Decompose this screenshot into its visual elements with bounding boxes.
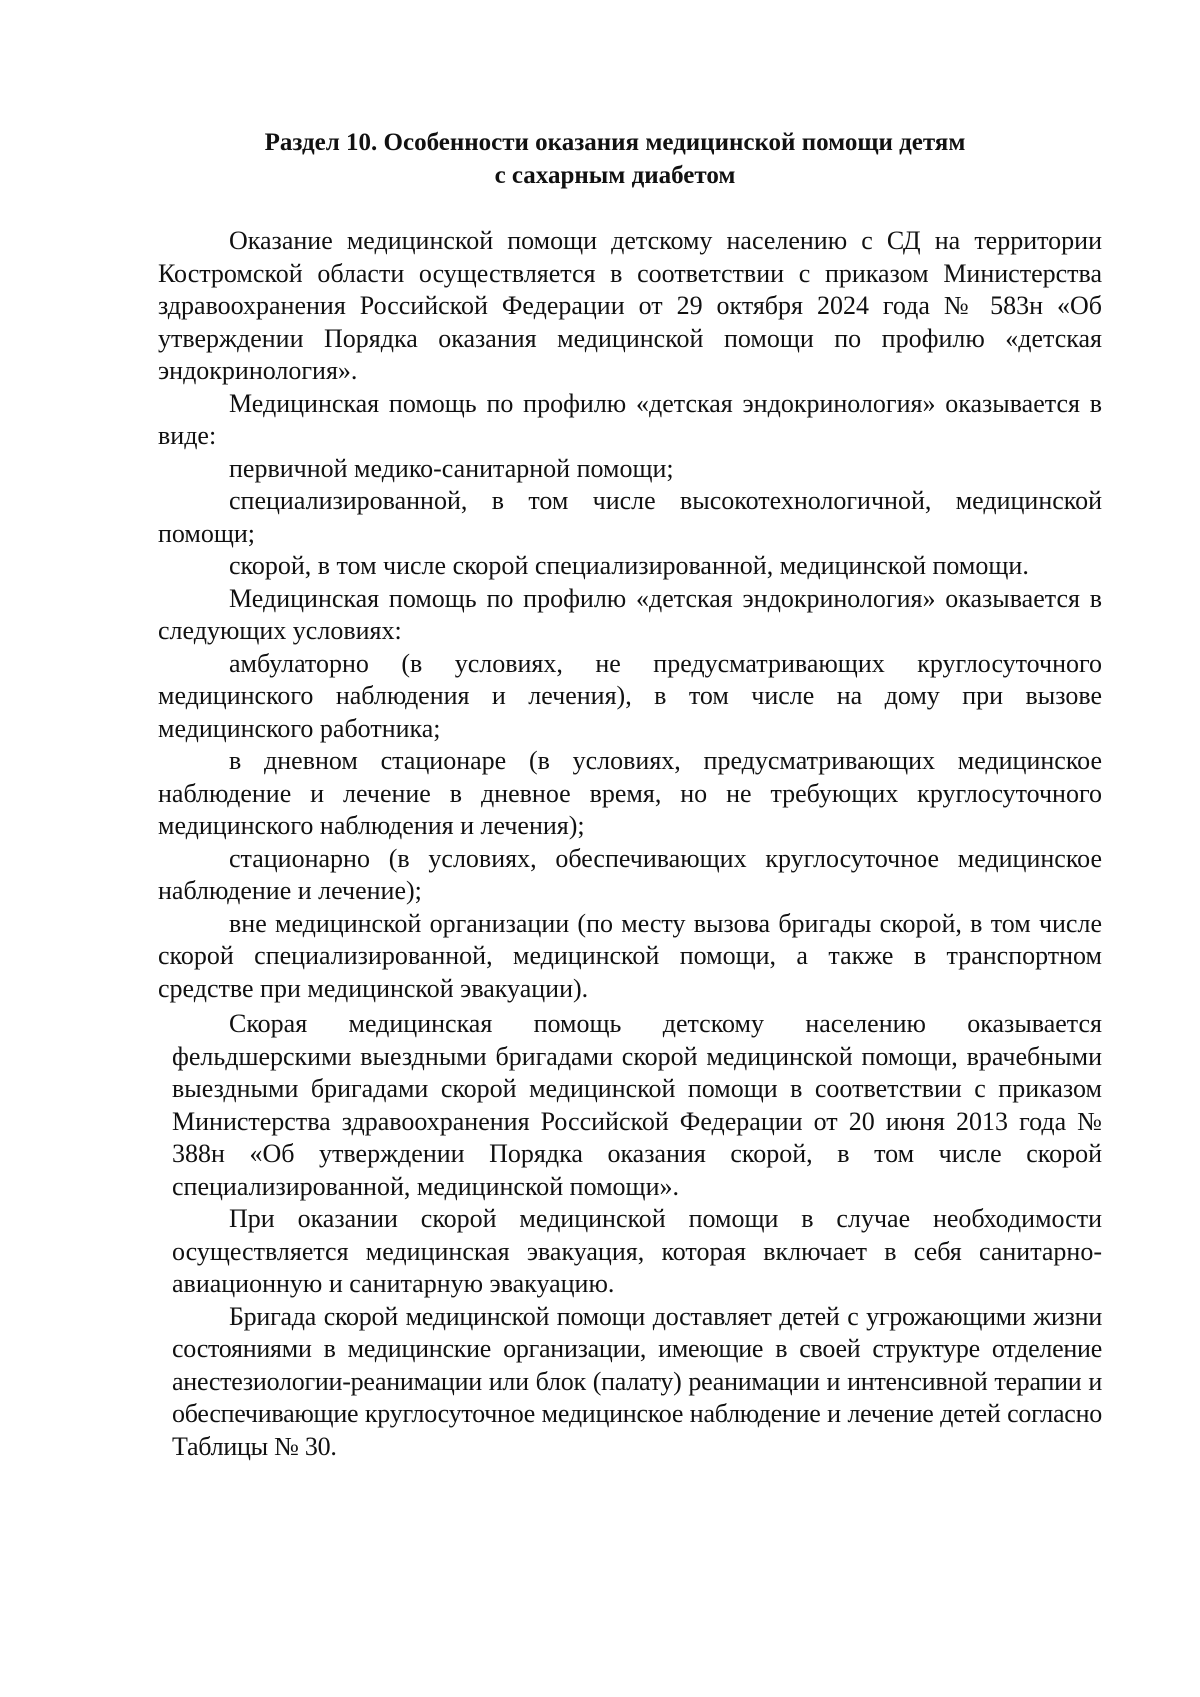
paragraph-delivery-to-hospitals: Бригада скорой медицинской помощи доставляет детей с угрожающими жизни состояниями в медицинские организации, имеющие в своей структуре отделение анестезиологии-реанимации или блок (палату) реанимации и интенсивной терапии и обеспечивающие круглосуточное медицинское наблюдение и лечение детей согласно Таблицы № 30. [172,1301,1102,1461]
section-heading-line-1: Раздел 10. Особенности оказания медицинской помощи детям [264,129,966,156]
paragraph-ambulance-teams: Скорая медицинская помощь детскому населению оказывается фельдшерскими выездными бригадами скорой медицинской помощи, врачебными выездными бригадами скорой медицинской помощи в соответствии с приказом Министерства здравоохранения Российской Федерации от 20 июня 2013 года № 388н «Об утверждении Порядка оказания скорой, в том числе скорой специализированной, медицинской помощи». [172,1009,1102,1201]
body-text-part-2 [172,1008,1102,1463]
paragraph-outside-organization: вне медицинской организации (по месту вызова бригады скорой, в том числе скорой специализированной, медицинской помощи, а также в транспортном средстве при медицинской эвакуации). [158,908,1102,1003]
paragraph-legal-basis: Оказание медицинской помощи детскому населению с СД на территории Костромской области осуществляется в соответствии с приказом Министерства здравоохранения Российской Федерации от 29 октября 2024 года № 583н «Об утверждении Порядка оказания медицинской помощи по профилю «детская эндокринология». [158,226,1102,385]
section-heading [160,126,1070,192]
paragraph-medical-evacuation: При оказании скорой медицинской помощи в случае необходимости осуществляется медицинская эвакуация, которая включает в себя санитарно-авиационную и санитарную эвакуацию. [172,1204,1102,1298]
paragraph-inpatient: стационарно (в условиях, обеспечивающих круглосуточное медицинское наблюдение и лечение); [158,843,1102,905]
paragraph-conditions-intro: Медицинская помощь по профилю «детская эндокринология» оказывается в следующих условиях: [158,583,1102,645]
paragraph-outpatient: амбулаторно (в условиях, не предусматривающих круглосуточного медицинского наблюдения и лечения), в том числе на дому при вызове медицинского работника; [158,648,1102,743]
paragraph-emergency-care: скорой, в том числе скорой специализированной, медицинской помощи. [229,551,1029,580]
paragraph-day-hospital: в дневном стационаре (в условиях, предусматривающих медицинское наблюдение и лечение в дневное время, но не требующих круглосуточного медицинского наблюдения и лечения); [158,746,1102,840]
body-text-part-1 [158,225,1102,1005]
paragraph-specialized-care: специализированной, в том числе высокотехнологичной, медицинской помощи; [158,486,1102,548]
section-heading-line-2: с сахарным диабетом [494,162,736,189]
paragraph-care-types-intro: Медицинская помощь по профилю «детская эндокринология» оказывается в виде: [158,388,1102,450]
paragraph-primary-care: первичной медико-санитарной помощи; [229,453,674,483]
